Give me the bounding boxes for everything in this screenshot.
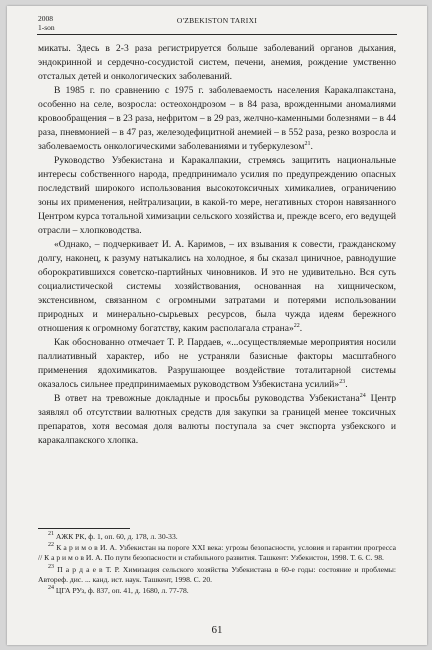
footnote-text: П а р д а е в Т. Р. Химизация сельского хозяйства Узбекистана в 60-е годы: состояние и проблемы: Автореф. дис. ... канд. ист. наук. Ташкент, 1998. С. 20. xyxy=(38,564,396,584)
footnotes xyxy=(38,532,396,597)
footnote xyxy=(38,586,396,596)
footnote-ref[interactable]: 23 xyxy=(339,379,346,385)
page-number: 61 xyxy=(211,624,223,636)
paragraph-text: В 1985 г. по сравнению с 1975 г. заболеваемость населения Каракалпакстана, особенно на селе, возросла: остеохондрозом – в 84 раза, врожденными аномалиями кровообращения – в 23 раза, нефритом – в 29 раз, желчно-каменными болезнями – в 44 раза, пневмонией – в 47 раз, железодефицитной анемией – в 552 раза, резко возросла и заболеваемость онкологическими заболеваниями и туберкулезом xyxy=(38,85,396,152)
paragraph-tail: . xyxy=(299,323,303,334)
paragraph-text: В ответ на тревожные докладные и просьбы руководства Узбекистана xyxy=(54,393,360,404)
header-journal-title: O'ZBEKISTON TARIXI xyxy=(176,16,258,25)
paragraph xyxy=(38,392,396,448)
paragraph xyxy=(38,336,396,392)
footnote-number: 21 xyxy=(48,531,54,537)
body-text xyxy=(38,42,396,448)
footnote-number: 23 xyxy=(48,563,54,570)
paragraph-text: Руководство Узбекистана и Каракалпакии, стремясь защитить национальные интересы собственного народа, предпринимало усилия по предупреждению опасных последствий широкого использования высокотоксичных химикалиев, ограничению зоны их применения, нейтрализации, в какой-то мере, негативных сторон навязанного Центром курса тотальной химизации сельского хозяйства и, прежде всего, его ведущей отрасли – хлопководства. xyxy=(38,155,396,236)
footnote xyxy=(38,543,396,563)
paragraph xyxy=(38,154,396,238)
footnote xyxy=(38,565,396,585)
paragraph-tail: . xyxy=(310,141,313,152)
footnote xyxy=(38,532,396,542)
paragraph-tail: . xyxy=(345,379,348,390)
header-year: 2008 xyxy=(38,14,53,23)
footnote-text: АЖК РК, ф. 1, оп. 60, д. 178, л. 30-33. xyxy=(55,532,178,541)
paragraph-tail: Центр заявлял об отсутствии валютных средств для закупки за границей менее токсичных препаратов, хотя весомая доля валюты поступала за счет экспорта узбекского и каракалпакского хлопка. xyxy=(38,393,396,446)
footnote-text: ЦГА РУз, ф. 837, оп. 41, д. 1680, л. 77-78. xyxy=(55,586,189,596)
footnote-ref[interactable]: 22 xyxy=(293,323,300,329)
running-header xyxy=(38,14,396,34)
paragraph-text: «Однако, – подчеркивает И. А. Каримов, – их взывания к совести, гражданскому долгу, наконец, к разуму натыкались на холодное, я бы сказал циничное, равнодушие оборократившихся советско-партийных чиновников. И это не удивительно. Вся суть социалистической системы хозяйствования, основанная на хищническом, экстенсивном, связанном с огромными затратами и потерями использовании природных и минерально-сырьевых ресурсов, была чужда идеям бережного отношения к огромному богатству, каким располагала страна» xyxy=(38,239,396,334)
header-rule xyxy=(37,34,397,35)
document-page xyxy=(7,6,427,645)
paragraph xyxy=(38,238,396,336)
footnote-number: 24 xyxy=(48,585,54,592)
footnote-ref[interactable]: 21 xyxy=(304,141,311,147)
footnote-separator xyxy=(38,528,130,529)
paragraph-text: микаты. Здесь в 2-3 раза регистрируется больше заболеваний органов дыхания, эндокринной и сердечно-сосудистой систем, печени, анемия, рождение умственно отсталых детей и онкологических заболеваний. xyxy=(38,43,396,82)
paragraph-text: Как обоснованно отмечает Т. Р. Пардаев, «...осуществляемые мероприятия носили паллиативный характер, ибо не устраняли базисные факторы масштабного применения ядохимикатов. Разрушающее воздействие тоталитарной системы оказалось сильнее предпринимаемых руководством Узбекистана усилий» xyxy=(38,337,396,390)
paragraph xyxy=(38,42,396,84)
footnote-number: 22 xyxy=(48,542,54,549)
header-issue: 1-son xyxy=(38,23,55,32)
footnote-ref[interactable]: 24 xyxy=(359,393,366,399)
footnote-text: К а р и м о в И. А. Узбекистан на пороге XXI века: угрозы безопасности, условия и гарантии прогресса // К а р и м о в И. А. По пути безопасности и стабильного развития. Ташкент: Узбекистон, 1998. Т. 6. С. 98. xyxy=(38,543,396,563)
paragraph xyxy=(38,84,396,154)
